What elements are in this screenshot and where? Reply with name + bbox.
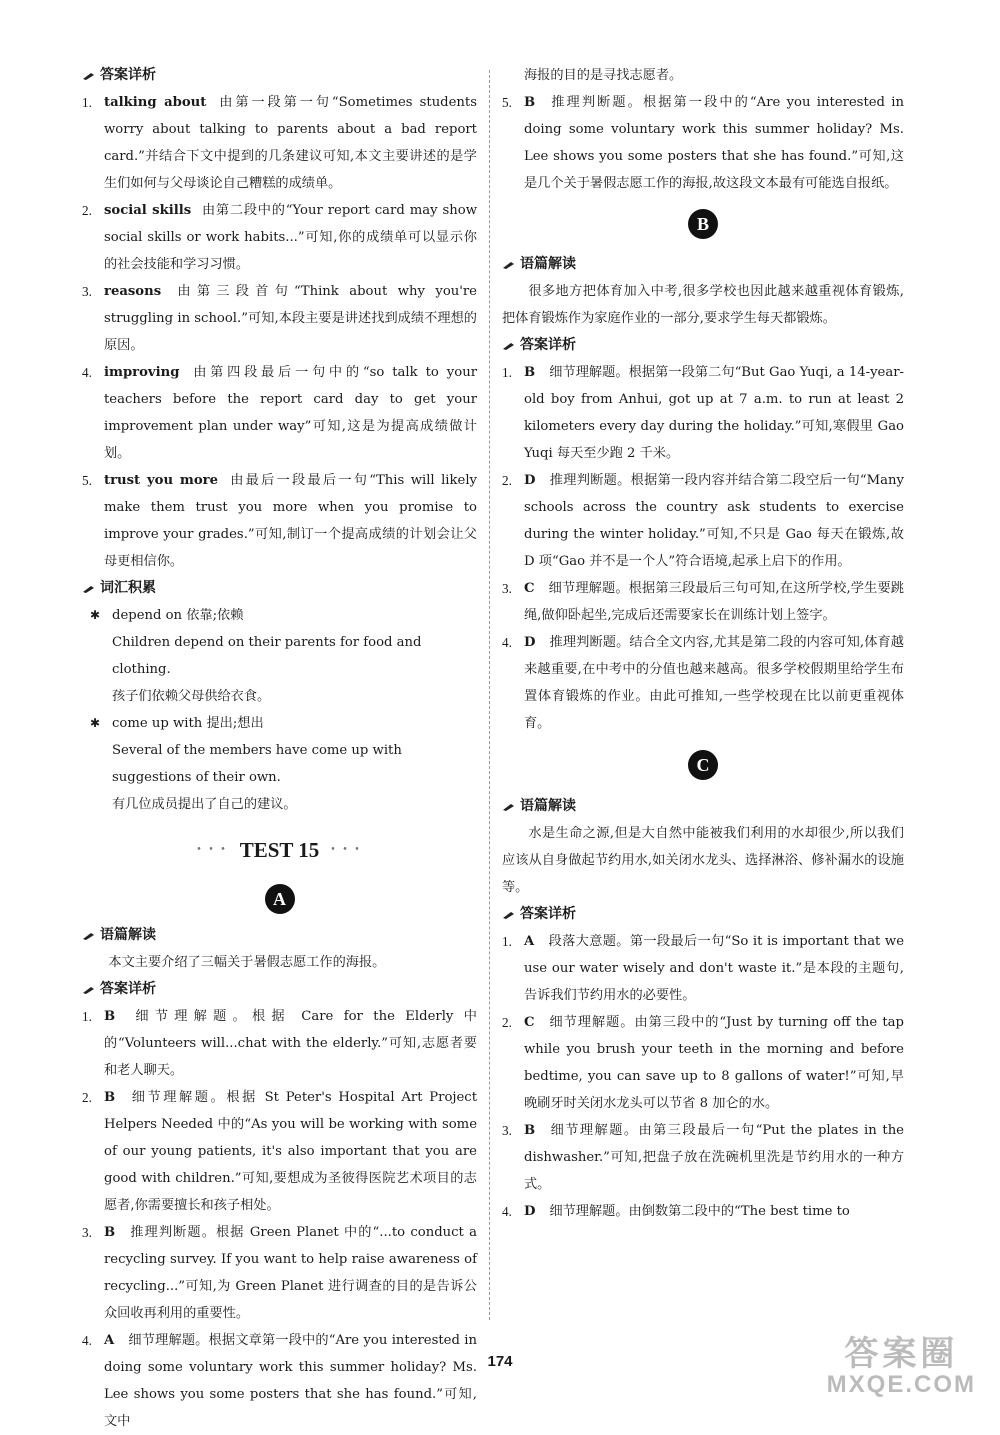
list-item xyxy=(502,1009,904,1117)
answer-key: trust you more xyxy=(104,473,218,488)
list-item xyxy=(502,928,904,1009)
explanation-text: 推理判断题。根据第一段中的“Are you interested in doing some voluntary work this summer holiday? Ms. Lee shows you some posters that she has found.”可知,这是几个关于暑假志愿工作的海报,故这段文本最有可能选自报纸。 xyxy=(524,95,904,191)
list-item xyxy=(82,1003,477,1084)
pen-icon xyxy=(82,985,96,995)
item-body xyxy=(524,1009,904,1117)
item-body xyxy=(524,629,904,737)
item-number: 1. xyxy=(502,365,512,380)
explanation-text: 由第一段第一句“Sometimes students worry about talking to parents about a bad report card.”并结合下文中提到的几条建议可知,本文主要讲述的是学生们如何与父母谈论自己糟糕的成绩单。 xyxy=(104,95,477,191)
list-item xyxy=(502,359,904,467)
answer-list xyxy=(502,928,904,1225)
item-body xyxy=(524,467,904,575)
item-number: 5. xyxy=(502,95,512,110)
passage-heading: 语篇解读 xyxy=(82,922,477,949)
item-body xyxy=(524,1198,904,1225)
right-column xyxy=(502,62,904,1225)
explanation-text: 细节理解题。根据 St Peter's Hospital Art Project Helpers Needed 中的“As you will be working with some of our young patients, it's also important that you are good with children.”可知,要想成为圣彼得医院艺术项目的志愿者,你需要擅长和孩子相处。 xyxy=(104,1090,477,1213)
item-number: 2. xyxy=(502,473,512,488)
answers-heading: 答案详析 xyxy=(502,332,904,359)
item-number: 3. xyxy=(502,581,512,596)
answers-heading: 答案详析 xyxy=(82,976,477,1003)
item-number: 5. xyxy=(82,473,92,488)
continuation-text: 海报的目的是寻找志愿者。 xyxy=(524,68,683,83)
pen-icon xyxy=(502,910,516,920)
item-body xyxy=(104,1219,477,1327)
explanation-text: 推理判断题。根据 Green Planet 中的“...to conduct a recycling survey. If you want to help raise awareness of recycling...”可知,为 Green Planet 进行调查的目的是告诉公众回收再利用的重要性。 xyxy=(104,1225,477,1321)
explanation-text: 细节理解题。根据第三段最后三句可知,在这所学校,学生要跳绳,做仰卧起坐,完成后还需要家长在训练计划上签字。 xyxy=(524,581,904,623)
passage-summary: 很多地方把体育加入中考,很多学校也因此越来越重视体育锻炼,把体育锻炼作为家庭作业的一部分,要求学生每天都锻炼。 xyxy=(502,284,904,326)
item-body xyxy=(104,89,477,197)
answers-heading: 答案详析 xyxy=(502,901,904,928)
page-number: 174 xyxy=(487,1353,513,1370)
decor-dots-left: • • • xyxy=(197,844,228,855)
item-number: 4. xyxy=(502,635,512,650)
answer-option: D xyxy=(524,1204,536,1219)
explanation-text: 细节理解题。根据文章第一段中的“Are you interested in doing some voluntary work this summer holiday? Ms. Lee shows you some posters that she has found.”可知,文中 xyxy=(104,1333,477,1429)
answers-heading: 答案详析 xyxy=(82,62,477,89)
item-body xyxy=(104,467,477,575)
list-item xyxy=(82,1084,477,1219)
list-item xyxy=(82,1219,477,1327)
answer-option: A xyxy=(524,934,535,949)
explanation-text: 段落大意题。第一段最后一句“So it is important that we use our water wisely and don't waste it.”是本段的主题句,告诉我们节约用水的必要性。 xyxy=(524,934,904,1003)
item-number: 4. xyxy=(82,1333,92,1348)
answer-list xyxy=(82,89,477,575)
item-body xyxy=(524,89,904,197)
item-body xyxy=(104,1084,477,1219)
list-item xyxy=(82,359,477,467)
list-item xyxy=(502,89,904,197)
section-badge-c: C xyxy=(688,750,718,780)
item-number: 2. xyxy=(502,1015,512,1030)
section-badge-a: A xyxy=(265,884,295,914)
answer-option: A xyxy=(104,1333,115,1348)
answer-key: talking about xyxy=(104,95,207,110)
vocab-entry xyxy=(90,602,477,629)
item-number: 2. xyxy=(82,203,92,218)
vocab-phrase: come up with 提出;想出 xyxy=(112,716,264,731)
answer-list xyxy=(82,1003,477,1435)
answer-key: social skills xyxy=(104,203,192,218)
passage-heading: 语篇解读 xyxy=(502,793,904,820)
item-body xyxy=(104,359,477,467)
asterisk-icon: ✱ xyxy=(90,716,101,730)
item-body xyxy=(524,928,904,1009)
list-item xyxy=(82,89,477,197)
explanation-text: 细节理解题。根据 Care for the Elderly 中的“Volunteers will...chat with the elderly.”可知,志愿者要和老人聊天。 xyxy=(104,1009,477,1078)
pen-icon xyxy=(82,931,96,941)
list-item xyxy=(82,197,477,278)
answer-option: B xyxy=(104,1225,116,1240)
answer-option: B xyxy=(104,1009,116,1024)
explanation-text: 细节理解题。由第三段最后一句“Put the plates in the dishwasher.”可知,把盘子放在洗碗机里洗是节约用水的一种方式。 xyxy=(524,1123,904,1192)
list-item xyxy=(502,1117,904,1198)
explanation-text: 由最后一段最后一句“This will likely make them trust you more when you promise to improve your grades.”可知,制订一个提高成绩的计划会让父母更相信你。 xyxy=(104,473,477,569)
column-divider xyxy=(489,70,490,1320)
passage-heading: 语篇解读 xyxy=(502,251,904,278)
item-number: 3. xyxy=(82,1225,92,1240)
item-body xyxy=(104,278,477,359)
pen-icon xyxy=(502,802,516,812)
answer-option: D xyxy=(524,635,536,650)
pen-icon xyxy=(502,341,516,351)
passage-summary: 本文主要介绍了三幅关于暑假志愿工作的海报。 xyxy=(108,955,386,970)
pen-icon xyxy=(82,584,96,594)
list-item xyxy=(82,1327,477,1435)
explanation-text: 细节理解题。由第三段中的“Just by turning off the tap while you brush your teeth in the morning and before bedtime, you can save up to 8 gallons of water!”可知,早晚刷牙时关闭水龙头可以节省 8 加仑的水。 xyxy=(524,1015,904,1111)
answer-key: improving xyxy=(104,365,180,380)
item-number: 2. xyxy=(82,1090,92,1105)
explanation-text: 细节理解题。由倒数第二段中的“The best time to xyxy=(549,1204,850,1219)
item-number: 4. xyxy=(82,365,92,380)
asterisk-icon: ✱ xyxy=(90,608,101,622)
explanation-text: 细节理解题。根据第一段第二句“But Gao Yuqi, a 14-year-old boy from Anhui, got up at 7 a.m. to run at least 2 kilometers every day during the holiday.”可知,寒假里 Gao Yuqi 每天至少跑 2 千米。 xyxy=(524,365,904,461)
watermark-logo: 答案圈 MXQE.COM xyxy=(826,1335,976,1398)
item-number: 3. xyxy=(502,1123,512,1138)
list-item xyxy=(502,629,904,737)
answer-option: B xyxy=(524,1123,536,1138)
list-item xyxy=(502,1198,904,1225)
item-body xyxy=(104,197,477,278)
answer-option: C xyxy=(524,1015,535,1030)
list-item xyxy=(502,467,904,575)
answer-option: B xyxy=(524,365,536,380)
answer-key: reasons xyxy=(104,284,162,299)
example-english: Several of the members have come up with suggestions of their own. xyxy=(112,743,402,785)
section-badge-b: B xyxy=(688,209,718,239)
list-item xyxy=(82,467,477,575)
answer-option: B xyxy=(524,95,536,110)
vocab-phrase: depend on 依靠;依赖 xyxy=(112,608,244,623)
decor-dots-right: • • • xyxy=(331,844,362,855)
test-title: • • • TEST 15 • • • xyxy=(82,830,477,870)
example-chinese: 孩子们依赖父母供给衣食。 xyxy=(112,689,271,704)
item-body xyxy=(104,1327,477,1435)
item-number: 3. xyxy=(82,284,92,299)
list-item xyxy=(502,575,904,629)
answer-option: C xyxy=(524,581,535,596)
example-chinese: 有几位成员提出了自己的建议。 xyxy=(112,797,297,812)
example-english: Children depend on their parents for food and clothing. xyxy=(112,635,422,677)
item-body xyxy=(104,1003,477,1084)
explanation-text: 推理判断题。根据第一段内容并结合第二段空后一句“Many schools across the country ask students to exercise during the winter holiday.”可知,不只是 Gao 每天在锻炼,故 D 项“Gao 并不是一个人”符合语境,起承上启下的作用。 xyxy=(524,473,904,569)
answer-list xyxy=(502,89,904,197)
vocab-heading: 词汇积累 xyxy=(82,575,477,602)
pen-icon xyxy=(502,260,516,270)
vocab-list xyxy=(82,602,477,818)
item-body xyxy=(524,359,904,467)
explanation-text: 由第二段中的“Your report card may show social skills or work habits...”可知,你的成绩单可以显示你的社会技能和学习习惯。 xyxy=(104,203,478,272)
item-body xyxy=(524,1117,904,1198)
explanation-text: 由第四段最后一句中的“so talk to your teachers before the report card day to get your improvement plan under way”可知,这是为提高成绩做计划。 xyxy=(104,365,477,461)
item-number: 1. xyxy=(502,934,512,949)
explanation-text: 推理判断题。结合全文内容,尤其是第二段的内容可知,体育越来越重要,在中考中的分值也越来越高。很多学校假期里给学生布置体育锻炼的作业。由此可推知,一些学校现在比以前更重视体育。 xyxy=(524,635,904,731)
vocab-entry xyxy=(90,710,477,737)
answer-list xyxy=(502,359,904,737)
explanation-text: 由第三段首句“Think about why you're struggling in school.”可知,本段主要是讲述找到成绩不理想的原因。 xyxy=(104,284,477,353)
item-number: 1. xyxy=(82,1009,92,1024)
left-column xyxy=(82,62,477,1435)
list-item xyxy=(82,278,477,359)
answer-option: D xyxy=(524,473,536,488)
passage-summary: 水是生命之源,但是大自然中能被我们利用的水却很少,所以我们应该从自身做起节约用水,如关闭水龙头、选择淋浴、修补漏水的设施等。 xyxy=(502,826,904,895)
item-body xyxy=(524,575,904,629)
item-number: 4. xyxy=(502,1204,512,1219)
answer-option: B xyxy=(104,1090,116,1105)
item-number: 1. xyxy=(82,95,92,110)
pen-icon xyxy=(82,71,96,81)
